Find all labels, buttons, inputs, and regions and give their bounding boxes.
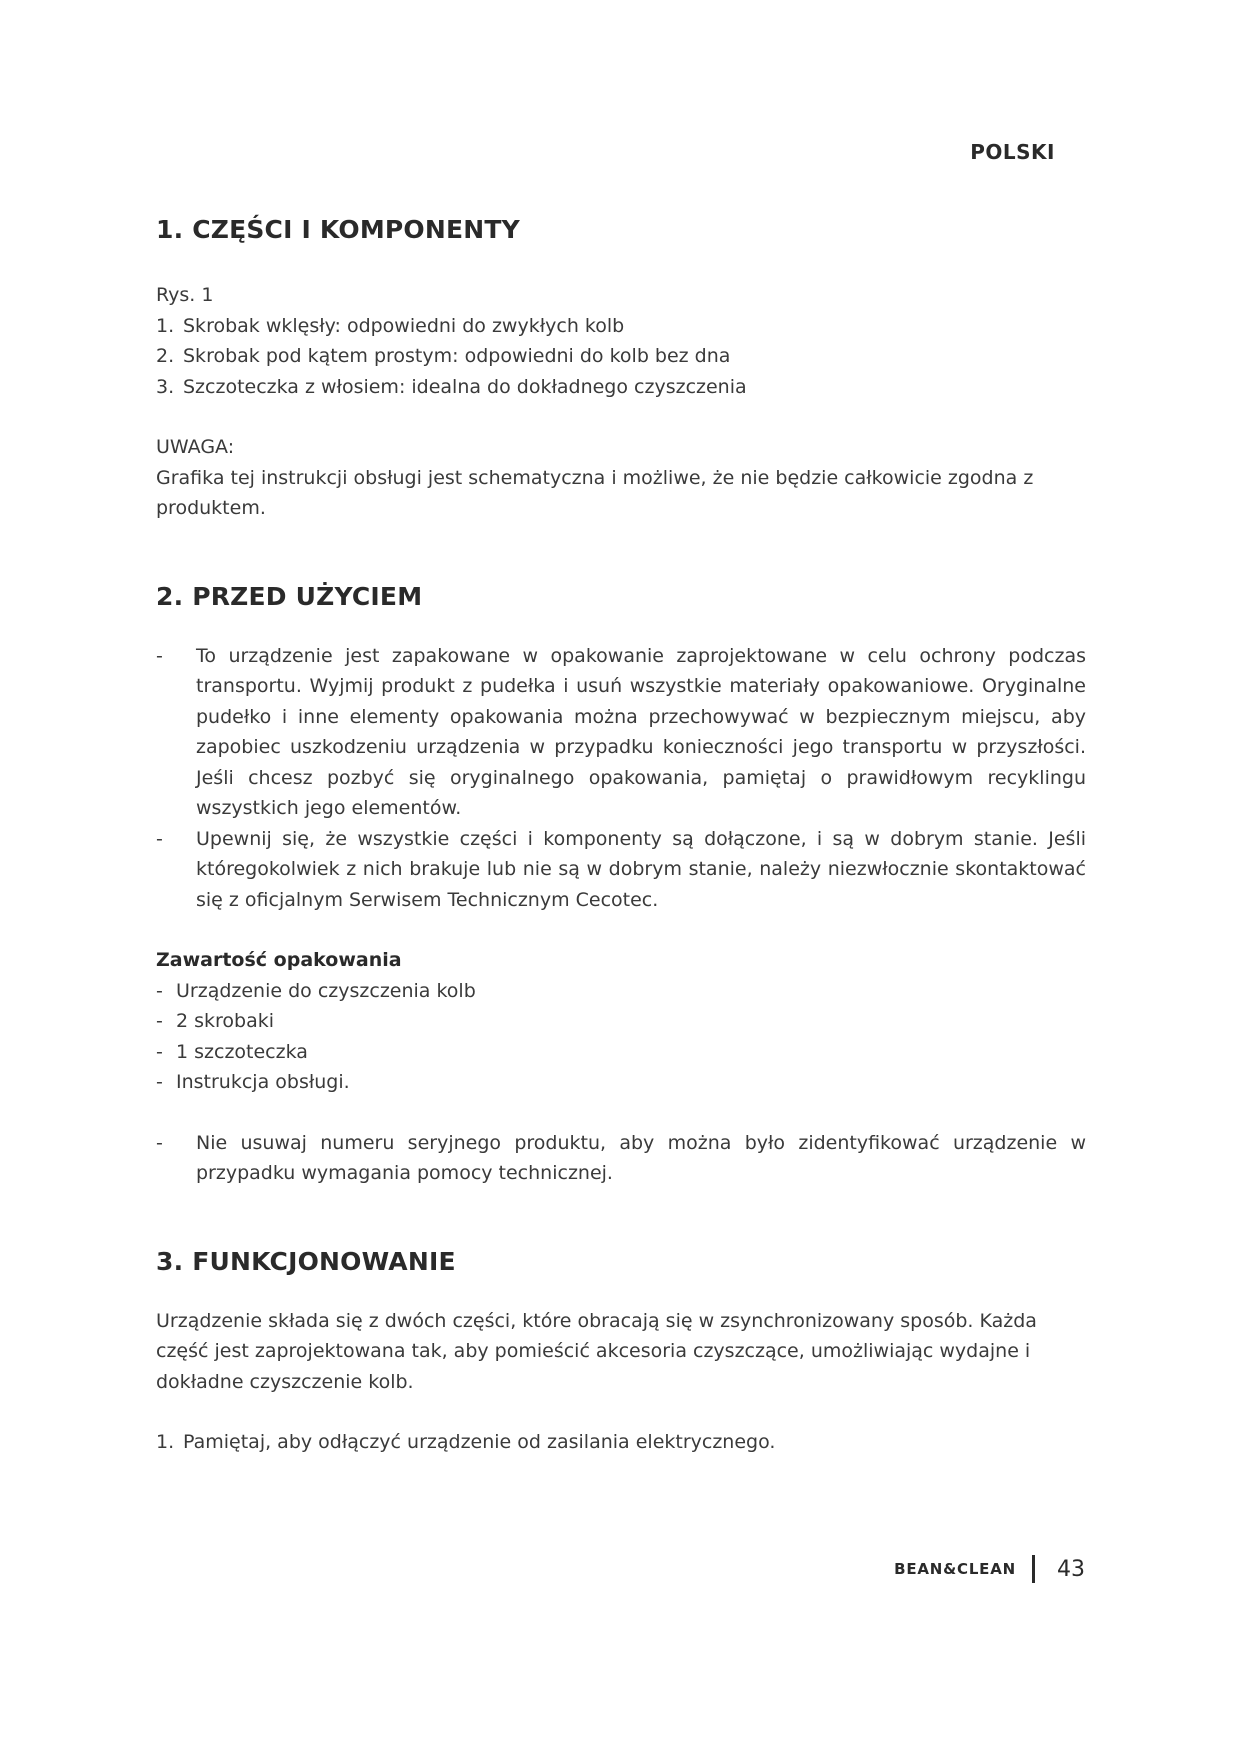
item-text: 1 szczoteczka <box>176 1040 308 1063</box>
brand-name: BEAN&CLEAN <box>894 1560 1016 1578</box>
list-item <box>156 372 1086 403</box>
section-3-title: 3. FUNKCJONOWANIE <box>156 1246 456 1276</box>
spacer <box>156 524 1086 582</box>
parts-list <box>156 311 1086 403</box>
dash-marker: - <box>156 1040 163 1063</box>
note-text: Grafika tej instrukcji obsługi jest schematyczna i możliwe, że nie będzie całkowicie zgodna z produktem. <box>156 466 1034 519</box>
section-1-title: 1. CZĘŚCI I KOMPONENTY <box>156 215 520 244</box>
item-text: 2 skrobaki <box>176 1010 275 1032</box>
footer-divider <box>1032 1555 1035 1583</box>
figure-label: Rys. 1 <box>156 284 214 306</box>
section-3-intro: Urządzenie składa się z dwóch części, które obracają się w zsynchronizowany sposób. Każda część jest zaprojektowana tak, aby pomieścić akcesoria czyszczące, umożliwiając wydajne i dokładne czyszczenie kolb. <box>156 1309 1037 1393</box>
item-text: Upewnij się, że wszystkie części i komponenty są dołączone, i są w dobrym stanie. Jeśli któregokolwiek z nich brakuje lub nie są w dobrym stanie, należy niezwłocznie skontaktować się z oficjalnym Serwisem Technicznym Cecotec. <box>196 827 1086 911</box>
item-text: Pamiętaj, aby odłączyć urządzenie od zasilania elektrycznego. <box>183 1431 776 1453</box>
item-number: 2. <box>156 345 175 367</box>
spacer <box>156 915 1086 945</box>
language-label: POLSKI <box>970 140 1055 164</box>
dash-marker: - <box>156 1071 163 1093</box>
dash-marker: - <box>156 1131 163 1154</box>
item-number: 1. <box>156 314 175 337</box>
section-2-title: 2. PRZED UŻYCIEM <box>156 581 423 611</box>
list-item <box>156 641 1086 824</box>
page-content <box>156 215 1086 1458</box>
item-text: Skrobak pod kątem prostym: odpowiedni do kolb bez dna <box>183 345 731 367</box>
page-number: 43 <box>1057 1556 1085 1582</box>
note-label: UWAGA: <box>156 436 235 458</box>
item-text: Urządzenie do czyszczenia kolb <box>176 979 476 1002</box>
list-item <box>156 976 1086 1007</box>
item-text: Skrobak wklęsły: odpowiedni do zwykłych kolb <box>183 314 625 337</box>
spacer <box>156 1397 1086 1427</box>
list-item <box>156 341 1086 372</box>
spacer <box>156 402 1086 432</box>
list-item <box>156 1067 1086 1098</box>
dash-marker: - <box>156 827 163 850</box>
dash-marker: - <box>156 644 163 667</box>
dash-marker: - <box>156 1010 163 1032</box>
list-item <box>156 311 1086 342</box>
item-number: 3. <box>156 375 175 398</box>
item-number: 1. <box>156 1431 175 1453</box>
item-text: To urządzenie jest zapakowane w opakowanie zaprojektowane w celu ochrony podczas transportu. Wyjmij produkt z pudełka i usuń wszystkie materiały opakowaniowe. Oryginalne pudełko i inne elementy opakowania można przechowywać w bezpiecznym miejscu, aby zapobiec uszkodzeniu urządzenia w przypadku konieczności jego transportu w przyszłości. Jeśli chcesz pozbyć się oryginalnego opakowania, pamiętaj o prawidłowym recyklingu wszystkich jego elementów. <box>196 644 1086 819</box>
spacer <box>156 1189 1086 1247</box>
list-item <box>156 1427 1086 1458</box>
item-text: Nie usuwaj numeru seryjnego produktu, aby można było zidentyfikować urządzenie w przypadku wymagania pomocy technicznej. <box>196 1131 1086 1184</box>
list-item <box>156 1037 1086 1068</box>
item-text: Szczoteczka z włosiem: idealna do dokładnego czyszczenia <box>183 375 747 398</box>
spacer <box>156 1098 1086 1128</box>
dash-marker: - <box>156 979 163 1002</box>
list-item <box>156 1006 1086 1037</box>
steps-list <box>156 1427 1086 1458</box>
list-item <box>156 824 1086 916</box>
page-footer <box>894 1555 1085 1583</box>
item-text: Instrukcja obsługi. <box>176 1071 350 1093</box>
package-contents-title: Zawartość opakowania <box>156 949 402 971</box>
serial-number-note <box>156 1128 1086 1189</box>
